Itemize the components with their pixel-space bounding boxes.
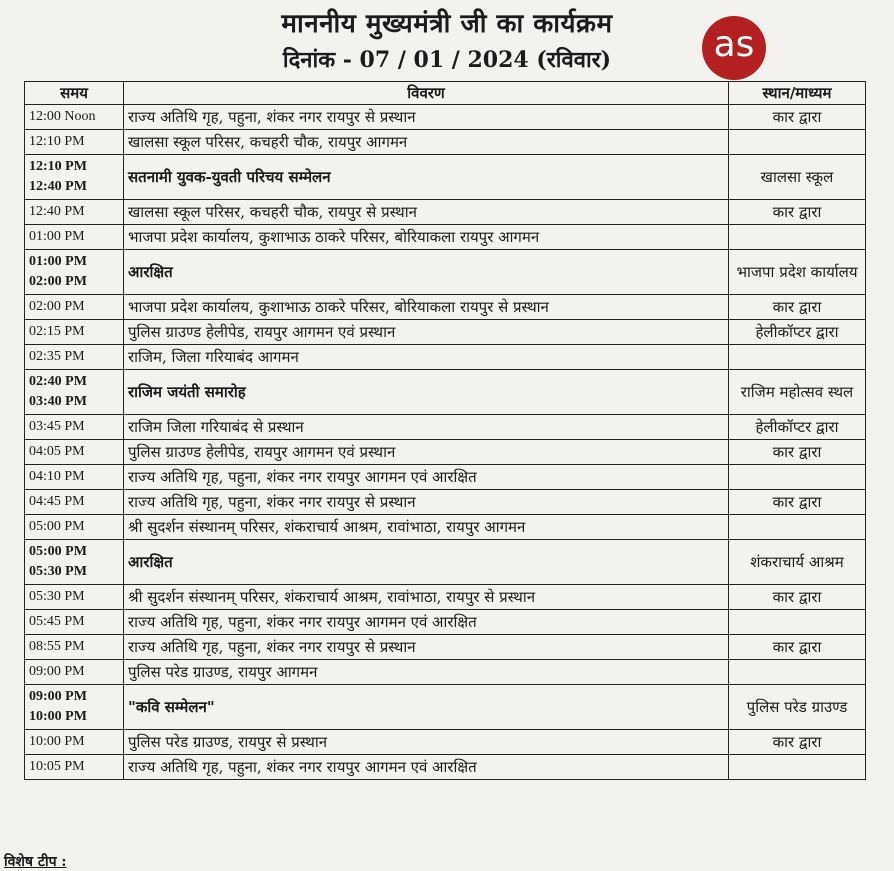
table-row (25, 490, 866, 515)
row-time: 01:00 PM 02:00 PM (25, 250, 124, 295)
row-description: आरक्षित (124, 250, 729, 295)
row-place (729, 610, 866, 635)
table-row (25, 685, 866, 730)
table-row (25, 660, 866, 685)
table-row (25, 610, 866, 635)
row-description: श्री सुदर्शन संस्थानम् परिसर, शंकराचार्य आश्रम, रावांभाठा, रायपुर आगमन (124, 515, 729, 540)
row-description: खालसा स्कूल परिसर, कचहरी चौक, रायपुर से प्रस्थान (124, 200, 729, 225)
row-time: 02:15 PM (25, 320, 124, 345)
row-description: राज्य अतिथि गृह, पहुना, शंकर नगर रायपुर से प्रस्थान (124, 490, 729, 515)
row-description: राज्य अतिथि गृह, पहुना, शंकर नगर रायपुर आगमन एवं आरक्षित (124, 755, 729, 780)
table-row (25, 635, 866, 660)
table-row (25, 440, 866, 465)
table-row (25, 755, 866, 780)
row-place (729, 225, 866, 250)
row-place: कार द्वारा (729, 730, 866, 755)
row-description: श्री सुदर्शन संस्थानम् परिसर, शंकराचार्य आश्रम, रावांभाठा, रायपुर से प्रस्थान (124, 585, 729, 610)
row-place: कार द्वारा (729, 635, 866, 660)
special-note-label: विशेष टीप : (4, 854, 67, 870)
table-row (25, 320, 866, 345)
row-description: राजिम, जिला गरियाबंद आगमन (124, 345, 729, 370)
row-time: 01:00 PM (25, 225, 124, 250)
row-time: 02:00 PM (25, 295, 124, 320)
row-place: भाजपा प्रदेश कार्यालय (729, 250, 866, 295)
row-time: 05:00 PM (25, 515, 124, 540)
table-header-row (25, 82, 866, 105)
table-row (25, 345, 866, 370)
row-place: हेलीकॉप्टर द्वारा (729, 320, 866, 345)
row-description: "कवि सम्मेलन" (124, 685, 729, 730)
row-time: 03:45 PM (25, 415, 124, 440)
row-description: राज्य अतिथि गृह, पहुना, शंकर नगर रायपुर से प्रस्थान (124, 105, 729, 130)
row-place: पुलिस परेड ग्राउण्ड (729, 685, 866, 730)
page-date: दिनांक - 07 / 01 / 2024 (रविवार) (282, 47, 612, 73)
table-row (25, 540, 866, 585)
row-place: कार द्वारा (729, 200, 866, 225)
table-row (25, 200, 866, 225)
row-place: खालसा स्कूल (729, 155, 866, 200)
row-place: राजिम महोत्सव स्थल (729, 370, 866, 415)
column-header-time: समय (25, 82, 124, 105)
row-place (729, 660, 866, 685)
table-row (25, 730, 866, 755)
row-place: शंकराचार्य आश्रम (729, 540, 866, 585)
table-row (25, 130, 866, 155)
row-place (729, 465, 866, 490)
row-description: राजिम जिला गरियाबंद से प्रस्थान (124, 415, 729, 440)
column-header-place: स्थान/माध्यम (729, 82, 866, 105)
row-description: भाजपा प्रदेश कार्यालय, कुशाभाऊ ठाकरे परिसर, बोरियाकला रायपुर आगमन (124, 225, 729, 250)
schedule-table (24, 81, 866, 780)
row-time: 02:35 PM (25, 345, 124, 370)
row-time: 12:10 PM 12:40 PM (25, 155, 124, 200)
row-time: 09:00 PM (25, 660, 124, 685)
row-description: राज्य अतिथि गृह, पहुना, शंकर नगर रायपुर आगमन एवं आरक्षित (124, 610, 729, 635)
table-row (25, 250, 866, 295)
row-time: 10:05 PM (25, 755, 124, 780)
row-place: कार द्वारा (729, 490, 866, 515)
row-description: भाजपा प्रदेश कार्यालय, कुशाभाऊ ठाकरे परिसर, बोरियाकला रायपुर से प्रस्थान (124, 295, 729, 320)
row-description: सतनामी युवक-युवती परिचय सम्मेलन (124, 155, 729, 200)
row-place (729, 130, 866, 155)
table-row (25, 415, 866, 440)
row-description: पुलिस ग्राउण्ड हेलीपेड, रायपुर आगमन एवं प्रस्थान (124, 320, 729, 345)
row-place: हेलीकॉप्टर द्वारा (729, 415, 866, 440)
table-row (25, 295, 866, 320)
row-time: 02:40 PM 03:40 PM (25, 370, 124, 415)
row-time: 04:45 PM (25, 490, 124, 515)
table-row (25, 585, 866, 610)
row-time: 12:00 Noon (25, 105, 124, 130)
row-time: 05:45 PM (25, 610, 124, 635)
row-description: पुलिस परेड ग्राउण्ड, रायपुर से प्रस्थान (124, 730, 729, 755)
table-row (25, 225, 866, 250)
column-header-details: विवरण (124, 82, 729, 105)
table-row (25, 370, 866, 415)
row-time: 05:30 PM (25, 585, 124, 610)
as-logo: as (702, 16, 766, 80)
row-place (729, 345, 866, 370)
row-description: आरक्षित (124, 540, 729, 585)
row-time: 04:05 PM (25, 440, 124, 465)
row-place (729, 755, 866, 780)
row-time: 12:40 PM (25, 200, 124, 225)
page-title: माननीय मुख्यमंत्री जी का कार्यक्रम (281, 9, 613, 39)
row-place: कार द्वारा (729, 585, 866, 610)
row-place (729, 515, 866, 540)
row-time: 09:00 PM 10:00 PM (25, 685, 124, 730)
table-row (25, 465, 866, 490)
table-row (25, 105, 866, 130)
row-time: 08:55 PM (25, 635, 124, 660)
table-row (25, 155, 866, 200)
row-place: कार द्वारा (729, 295, 866, 320)
row-description: राज्य अतिथि गृह, पहुना, शंकर नगर रायपुर से प्रस्थान (124, 635, 729, 660)
row-description: खालसा स्कूल परिसर, कचहरी चौक, रायपुर आगमन (124, 130, 729, 155)
row-description: राज्य अतिथि गृह, पहुना, शंकर नगर रायपुर आगमन एवं आरक्षित (124, 465, 729, 490)
row-place: कार द्वारा (729, 105, 866, 130)
row-description: पुलिस ग्राउण्ड हेलीपेड, रायपुर आगमन एवं प्रस्थान (124, 440, 729, 465)
row-description: राजिम जयंती समारोह (124, 370, 729, 415)
schedule-rows (25, 105, 866, 780)
table-row (25, 515, 866, 540)
row-description: पुलिस परेड ग्राउण्ड, रायपुर आगमन (124, 660, 729, 685)
row-time: 12:10 PM (25, 130, 124, 155)
row-place: कार द्वारा (729, 440, 866, 465)
row-time: 05:00 PM 05:30 PM (25, 540, 124, 585)
row-time: 04:10 PM (25, 465, 124, 490)
row-time: 10:00 PM (25, 730, 124, 755)
